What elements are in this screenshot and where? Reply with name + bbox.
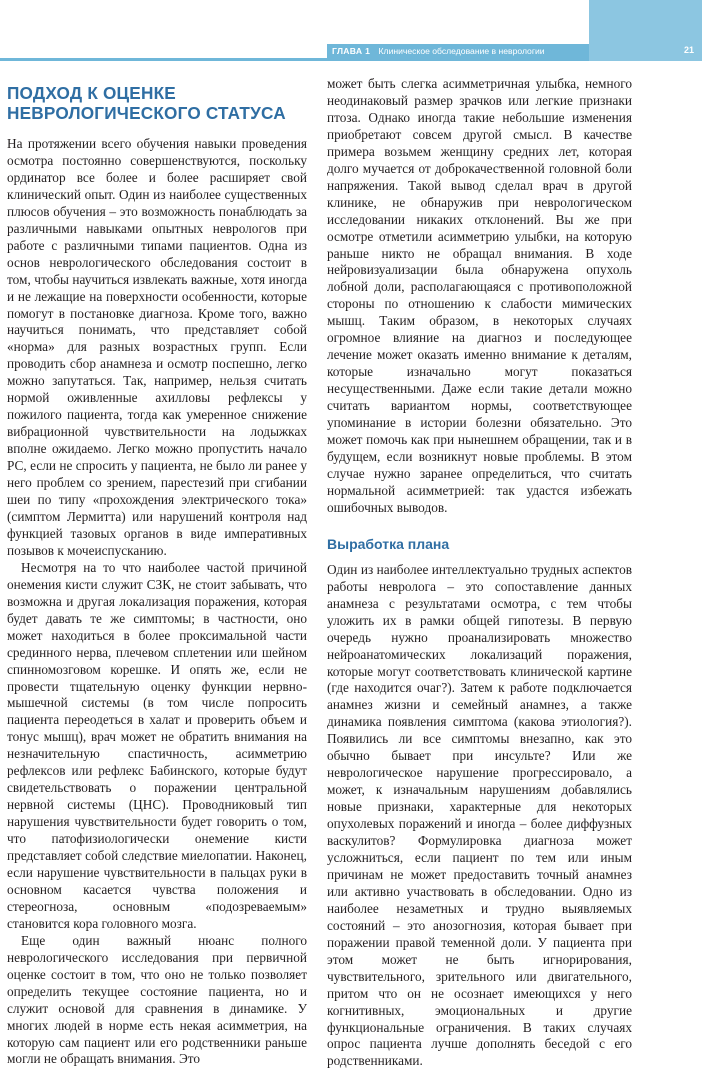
paragraph-1: На протяжении всего обучения навыки проведения осмотра постоянно совершенствуются, поскольку ординатор все более и более расширяет свой клинический опыт. Один из наиболее существенных плюсов обучения – это возможность понаблюдать за различными навыками опытных неврологов при работе с различными типами пациентов. Одна из основ неврологического обследования состоит в том, чтобы научиться извлекать важные, хотя иногда и не лежащие на поверхности особенности, которые помогут в постановке диагноза. Кроме того, важно научиться понимать, что представляет собой «норма» для разных возрастных групп. Если проводить сбор анамнеза и осмотр поспешно, легко можно запутаться. Так, например, нельзя считать нормой оживленные ахилловы рефлексы у пожилого пациента, тогда как умеренное снижение вибрационной чувствительности на лодыжках вполне ожидаемо. Легко можно пропустить начало РС, если не спросить у пациента, не было ли ранее у него проблем со зрением, парестезий при сгибании шеи по типу «прохождения электрического тока» (симптом Лермитта) или нарушений контроля над функцией тазовых органов в виде императивных позывов к мочеиспусканию.	[7, 136, 307, 558]
subsection-heading: Выработка плана	[327, 535, 450, 552]
paragraph-2: Несмотря на то что наиболее частой причиной онемения кисти служит СЗК, не стоит забывать, что возможна и другая локализация поражения, которая будет давать те же симптомы; в частности, оно может находиться в более проксимальной части срединного нерва, плечевом сплетении или шейном спинномозговом корешке. И опять же, если не провести тщательную оценку функции нервно-мышечной системы (в том числе попросить пациента переодеться в халат и проверить объем и тонус мышц), врач может не обратить внимания на незначительную спастичность, асимметрию рефлексов или рефлекс Бабинского, которые будут свидетельствовать о поражении центральной нервной системы (ЦНС). Проводниковый тип нарушения чувствительности будет говорить о том, что патофизиологически онемение кисти представляет собой следствие миелопатии. Наконец, если нарушение чувствительности в пальцах руки в основном касается чувства положения и стереогноза, основным «подозреваемым» становится кора головного мозга.	[7, 559, 307, 931]
chapter-title: Клиническое обследование в неврологии	[378, 46, 545, 56]
page-number: 21	[683, 45, 694, 55]
running-header-text	[332, 45, 545, 57]
chapter-label: ГЛАВА 1	[332, 46, 371, 56]
paragraph-3-continued: может быть слегка асимметричная улыбка, немного неодинаковый размер зрачков или легкие признаки птоза. Однако иногда такие небольшие изменения приобретают совсем другой смысл. В качестве примера возьмем женщину средних лет, которая долго мучается от доброкачественной головной боли напряжения. Такой вывод сделал врач в другой клинике, не обнаружив при неврологическом исследовании никаких отклонений. Вы же при осмотре отметили асимметрию улыбки, на которую раньше никто не обращал внимания. В ходе нейровизуализации была обнаружена опухоль лобной доли, располагающаяся с противоположной стороны по отношению к слабости мимических мышц. Таким образом, в некоторых случаях огромное влияние на диагноз и последующее лечение может оказать именно внимание к деталям, которые изначально могут показаться несущественными. Даже если такие детали можно считать вариантом нормы, соответствующее упоминание в истории болезни обязательно. Это может помочь как при нынешнем обращении, так и в будущем, если возникнут новые проблемы. В этом случае нужно заранее определиться, что считать нормальной асимметрией: так удастся избежать ошибочных выводов.	[327, 76, 632, 515]
left-column	[7, 78, 307, 1068]
right-column	[327, 76, 632, 1070]
paragraph-4: Один из наиболее интеллектуально трудных аспектов работы невролога – это сопоставление данных анамнеза с результатами осмотра, с тем чтобы уложить их в рамки общей гипотезы. В первую очередь нужно проанализировать множество нейроанатомических локализаций поражения, которые могут соответствовать клинической картине (где находится очаг?). Затем к работе подключается анамнез жизни и семейный анамнез, а также динамика появления симптома (какова этиология?). Появились ли все симптомы внезапно, как это обычно бывает при инсульте? Или же неврологическое нарушение прогрессировало, а может, к изначальным нарушениям добавлялись новые признаки, характерные для некоторых опухолевых поражений и иногда – более диффузных васкулитов? Формулировка диагноза может усложниться, если пациент по тем или иным причинам не может предоставить точный анамнез или активно участвовать в обследовании. Одно из наиболее незаметных и трудно выявляемых состояний – это анозогнозия, которая бывает при поражении правой теменной доли. У пациента при этом может не быть игнорирования, чувствительного, зрительного или двигательного, притом что он не осознает имеющихся у него когнитивных, эмоциональных и другие функциональные ограничения. В таких случаях опрос пациента лучше дополнять беседой с его родственниками.	[327, 561, 632, 1069]
header-rule	[0, 58, 589, 61]
paragraph-3: Еще один важный нюанс полного неврологического исследования при первичной оценке состоит в том, что оно не только позволяет определить текущее состояние пациента, но и служит основой для сравнения в динамике. У многих людей в норме есть некая асимметрия, на которую сам пациент или его родственники раньше могли не обращать внимания. Это	[7, 932, 307, 1067]
section-heading-line2: НЕВРОЛОГИЧЕСКОГО СТАТУСА	[7, 103, 286, 123]
section-heading-line1: ПОДХОД К ОЦЕНКЕ	[7, 83, 176, 103]
section-heading	[7, 83, 307, 123]
corner-tab	[589, 0, 702, 61]
